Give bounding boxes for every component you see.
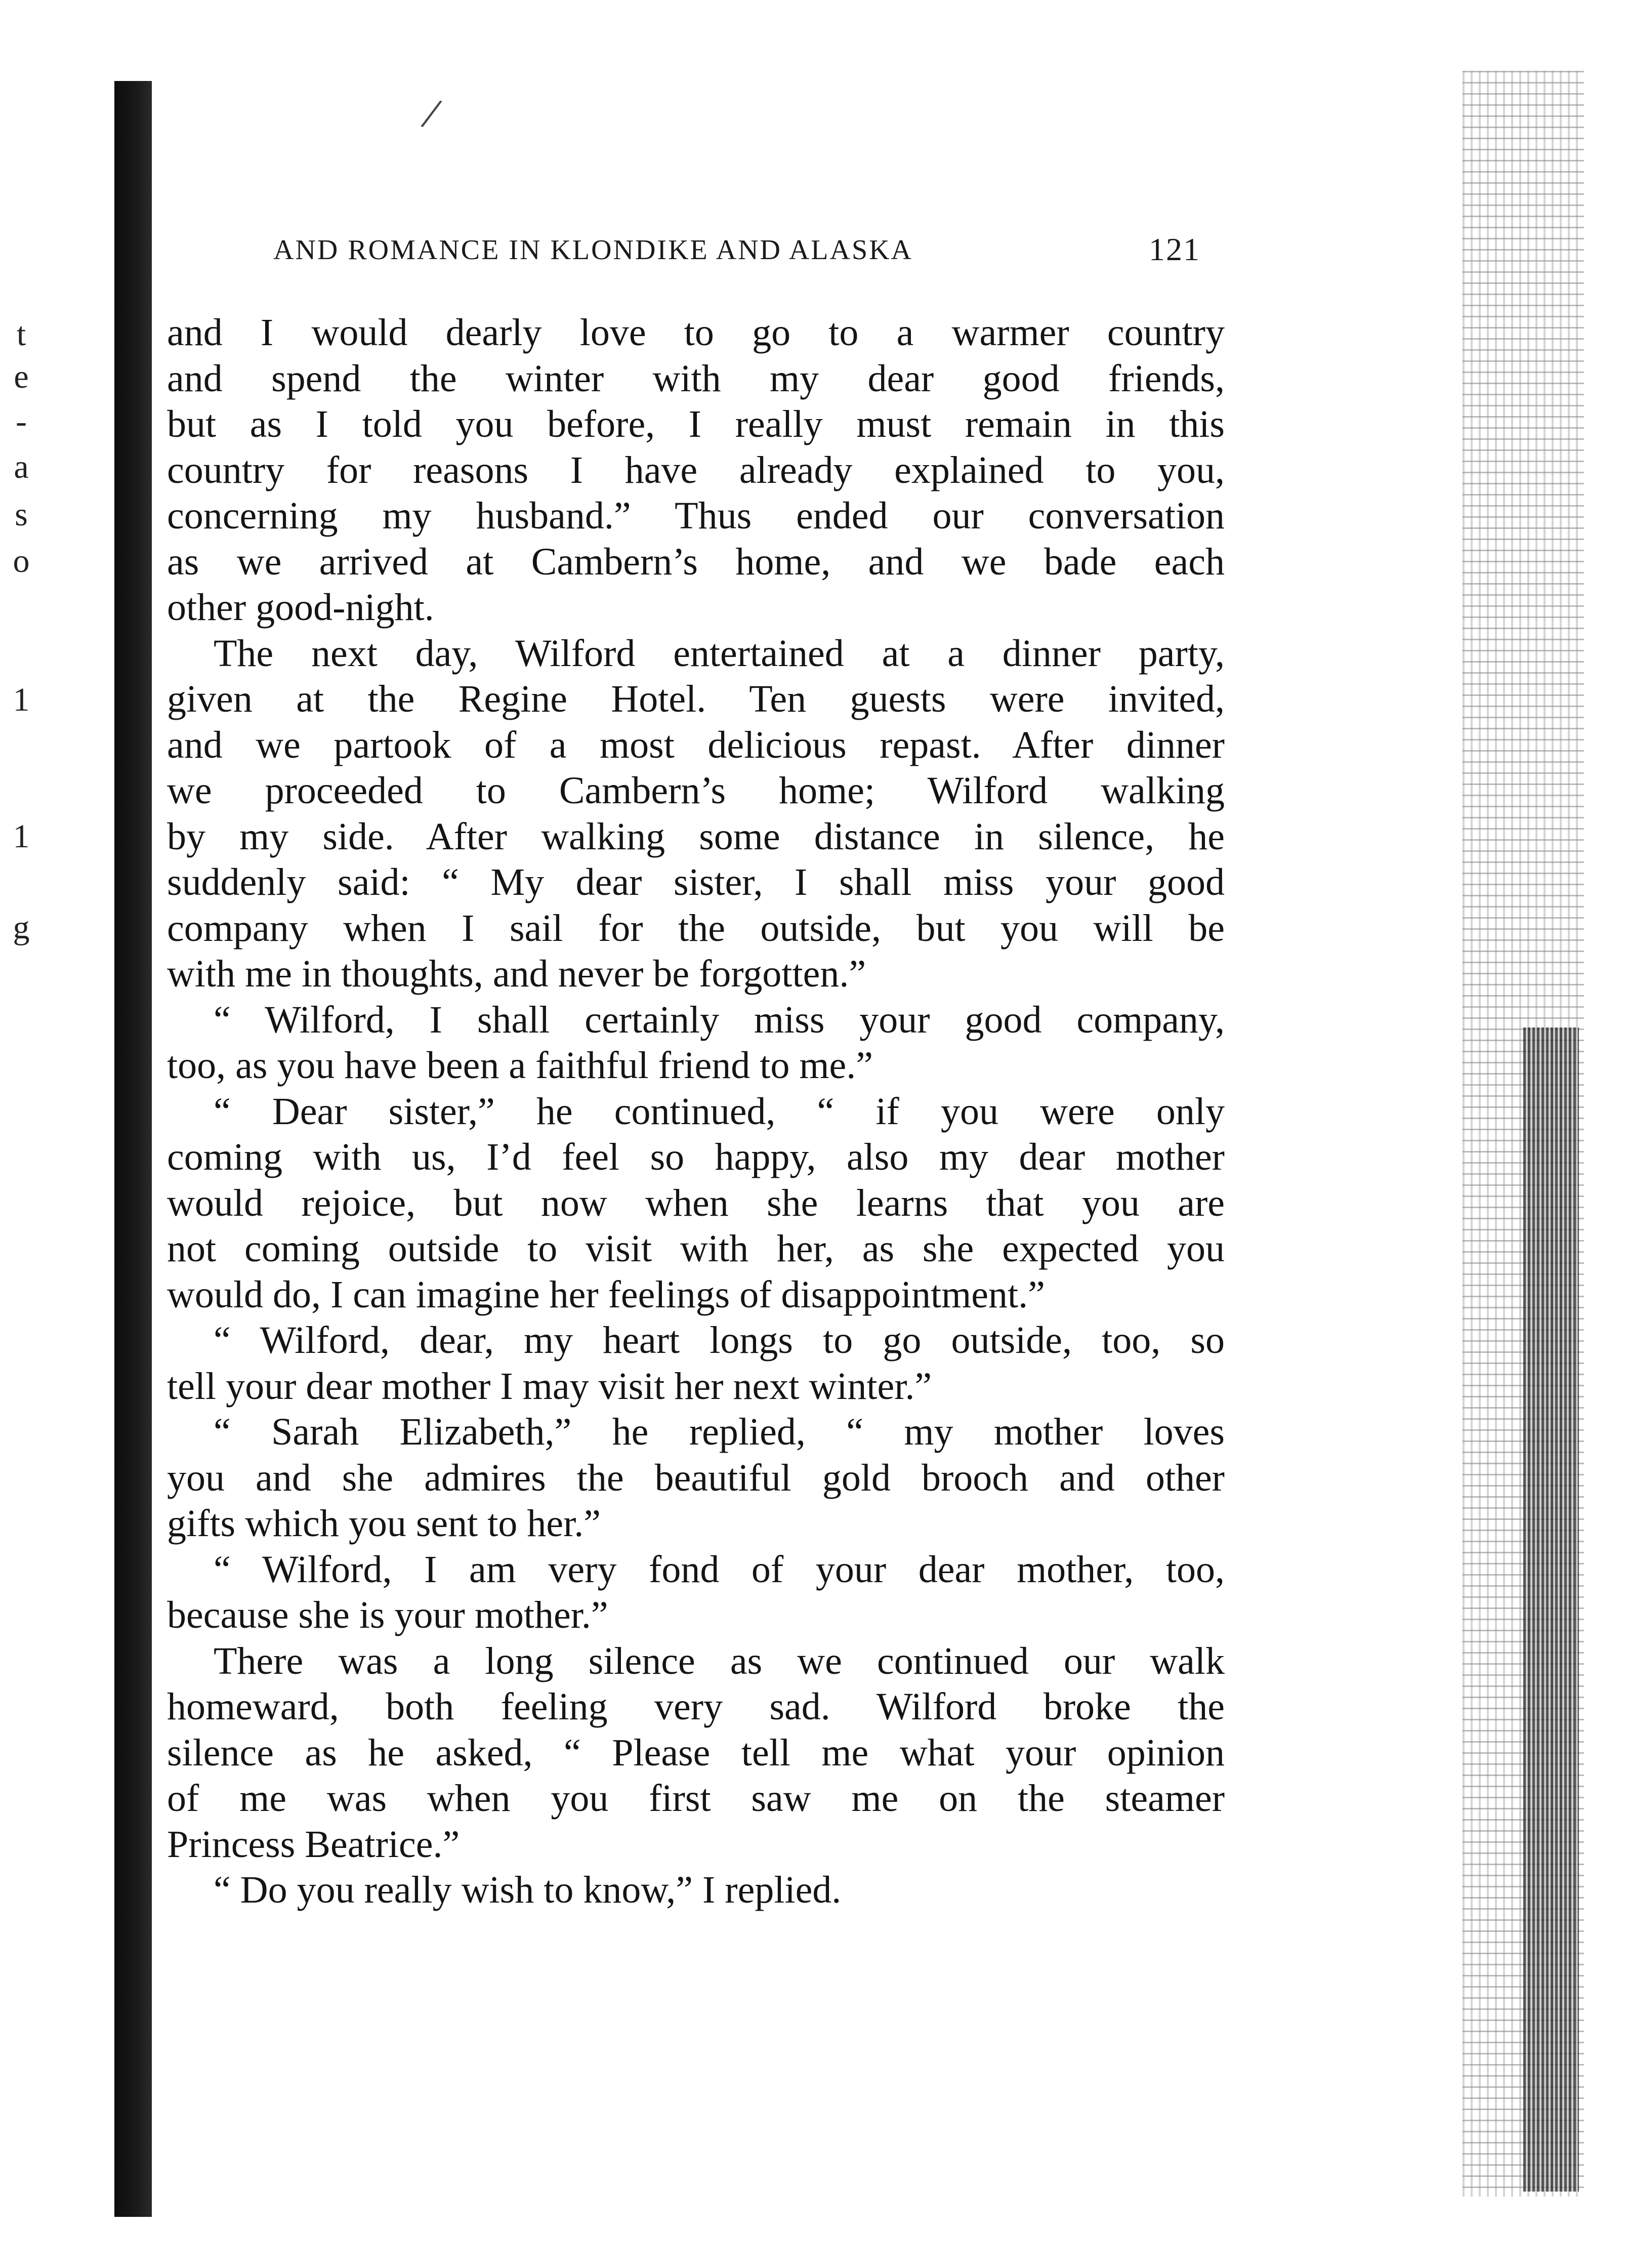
text-line: “ Wilford, dear, my heart longs to go outside, too, so bbox=[214, 1319, 1225, 1362]
text-line: silence as he asked, “ Please tell me what your opinion bbox=[167, 1731, 1225, 1774]
facing-page-margin bbox=[0, 0, 101, 2268]
text-line: “ Sarah Elizabeth,” he replied, “ my mother loves bbox=[214, 1411, 1225, 1453]
text-line: concerning my husband.” Thus ended our conversation bbox=[167, 494, 1225, 537]
text-line: because she is your mother.” bbox=[167, 1594, 608, 1636]
text-line: too, as you have been a faithful friend to me.” bbox=[167, 1044, 873, 1087]
text-line: Princess Beatrice.” bbox=[167, 1823, 460, 1866]
text-line: The next day, Wilford entertained at a dinner party, bbox=[214, 632, 1225, 675]
text-line: “ Dear sister,” he continued, “ if you were only bbox=[214, 1090, 1225, 1133]
margin-fragment: t bbox=[16, 316, 26, 353]
text-line: given at the Regine Hotel. Ten guests were invited, bbox=[167, 678, 1225, 720]
margin-fragment: 1 bbox=[13, 818, 30, 855]
margin-fragment: a bbox=[14, 448, 29, 485]
text-line: but as I told you before, I really must remain in this bbox=[167, 403, 1225, 445]
text-line: coming with us, I’d feel so happy, also my dear mother bbox=[167, 1136, 1225, 1178]
margin-fragment: s bbox=[15, 496, 28, 533]
margin-fragment: 1 bbox=[13, 681, 30, 718]
running-head: AND ROMANCE IN KLONDIKE AND ALASKA bbox=[273, 234, 913, 266]
text-line: you and she admires the beautiful gold brooch and other bbox=[167, 1456, 1225, 1499]
text-line: tell your dear mother I may visit her next winter.” bbox=[167, 1365, 932, 1408]
text-line: not coming outside to visit with her, as she expected you bbox=[167, 1227, 1225, 1270]
text-line: gifts which you sent to her.” bbox=[167, 1502, 601, 1545]
text-line: other good-night. bbox=[167, 586, 434, 629]
scan-edge-dark-artifact bbox=[1523, 1027, 1579, 2192]
text-line: and we partook of a most delicious repast. After dinner bbox=[167, 723, 1225, 766]
text-line: by my side. After walking some distance in silence, he bbox=[167, 815, 1225, 858]
text-line: “ Wilford, I shall certainly miss your good company, bbox=[214, 998, 1225, 1041]
text-line: company when I sail for the outside, but you will be bbox=[167, 906, 1225, 950]
text-line: and spend the winter with my dear good friends, bbox=[167, 357, 1225, 400]
text-line: with me in thoughts, and never be forgotten.” bbox=[167, 953, 866, 995]
text-line: suddenly said: “ My dear sister, I shall miss your good bbox=[167, 861, 1225, 903]
text-line: and I would dearly love to go to a warmer country bbox=[167, 311, 1225, 354]
text-line: homeward, both feeling very sad. Wilford broke the bbox=[167, 1685, 1225, 1728]
body-text bbox=[167, 310, 1225, 1913]
text-line: would rejoice, but now when she learns that you are bbox=[167, 1181, 1225, 1224]
text-line: of me was when you first saw me on the steamer bbox=[167, 1777, 1225, 1820]
margin-fragment: g bbox=[13, 909, 30, 946]
text-line: we proceeded to Cambern’s home; Wilford walking bbox=[167, 769, 1225, 812]
text-line: There was a long silence as we continued our walk bbox=[214, 1639, 1225, 1682]
margin-fragment: e bbox=[14, 358, 29, 395]
binding-spine-shadow bbox=[114, 81, 152, 2217]
page-number: 121 bbox=[1149, 231, 1200, 267]
text-line: would do, I can imagine her feelings of disappointment.” bbox=[167, 1273, 1045, 1316]
text-line: as we arrived at Cambern’s home, and we bade each bbox=[167, 540, 1225, 583]
stray-pen-mark: / bbox=[418, 88, 445, 140]
margin-fragment: o bbox=[13, 543, 30, 580]
text-line: country for reasons I have already explained to you, bbox=[167, 448, 1225, 491]
text-line: “ Do you really wish to know,” I replied. bbox=[214, 1869, 842, 1911]
margin-fragment: - bbox=[16, 403, 27, 440]
text-line: “ Wilford, I am very fond of your dear mother, too, bbox=[214, 1548, 1225, 1591]
